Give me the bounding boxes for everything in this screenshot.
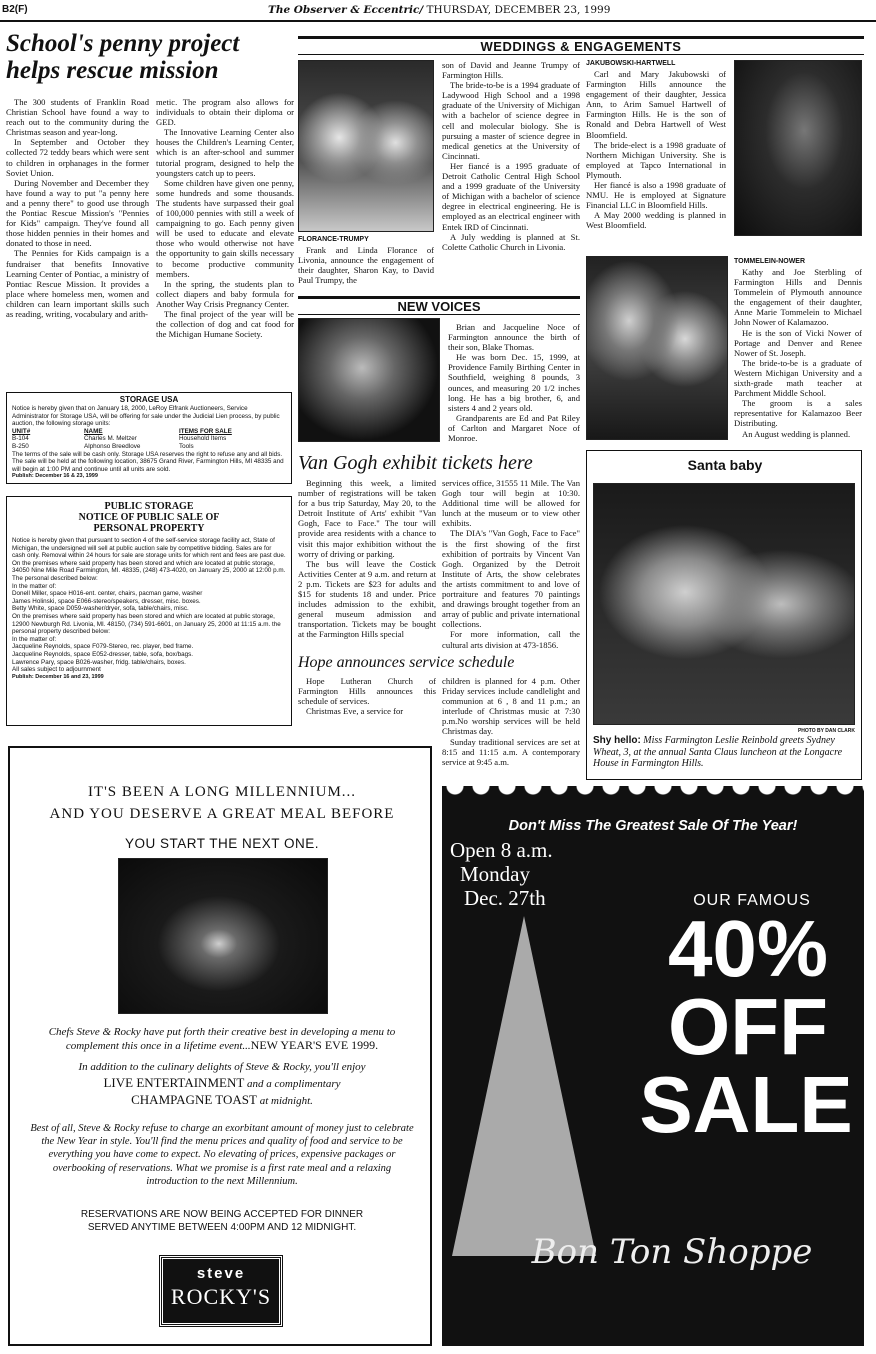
list-item: Donell Miller, space H016-ent. center, chairs, pacman game, washer xyxy=(12,590,203,598)
santa-title: Santa baby xyxy=(687,457,763,473)
masthead xyxy=(0,4,876,22)
public-storage-title xyxy=(12,501,286,534)
florance-col-1 xyxy=(298,245,434,285)
penny-col-1 xyxy=(6,97,149,319)
ad-reservations-1: RESERVATIONS ARE NOW BEING ACCEPTED FOR DINNER xyxy=(80,1209,364,1220)
store-name: Bon Ton Shoppe xyxy=(531,1232,813,1272)
matter-label: In the matter of: xyxy=(12,582,57,590)
ad-para-2-text: In addition to the culinary delights of Steve & Rocky, you'll enjoy xyxy=(78,1061,366,1073)
hope-para: children is planned for 4 p.m. Other Friday services include candlelight and communion at 6 , 8 and 11 p.m.; an interlude of Christmas music at 7:30 p.m.No worship services will be held Christmas day. xyxy=(442,676,580,737)
weddings-bar: WEDDINGS & ENGAGEMENTS xyxy=(298,36,864,55)
wedding-para: A July wedding is planned at St. Colette Catholic Church in Livonia. xyxy=(442,231,580,252)
christmas-tree xyxy=(452,916,596,1256)
santa-photo xyxy=(593,483,855,725)
publish-line: Publish: December 16 and 23, 1999 xyxy=(12,673,104,680)
florance-name: FLORANCE-TRUMPY xyxy=(298,236,369,243)
ad-para-2-end: at midnight. xyxy=(259,1095,313,1107)
ad-para-2-mid: and a complimentary xyxy=(247,1078,341,1090)
hope-col-2 xyxy=(442,676,580,767)
tommelein-photo xyxy=(586,256,728,440)
jakubowski-name: JAKUBOWSKI-HARTWELL xyxy=(586,60,676,67)
penny-col-2 xyxy=(156,97,294,339)
list-item: Lawrence Pary, space B026-washer, fridg. table/chairs, boxes. xyxy=(12,658,186,666)
wedding-para: son of David and Jeanne Trumpy of Farmington Hills. xyxy=(442,60,580,81)
col-header: ITEMS FOR SALE xyxy=(179,427,232,435)
page-number: B2(F) xyxy=(2,4,28,15)
ad-para-4 xyxy=(10,1208,434,1234)
penny-para: In the spring, the students plan to collect diapers and baby formula for Another Way Crisis Pregnancy Center. xyxy=(156,278,294,309)
hope-col-1 xyxy=(298,676,436,716)
new-voices-text xyxy=(448,322,580,443)
notice-para: Notice is hereby given that pursuant to section 4 of the self-service storage facility act, State of Michigan, the undersigned will sell at public auction sale by competitive bidding. Sales are for cash only. Removal within 24 hours for sale are storage units for which rent and fees are past due. xyxy=(12,537,286,560)
wedding-para: A May 2000 wedding is planned in West Bloomfield. xyxy=(586,210,726,231)
off-text: OFF xyxy=(668,982,828,1071)
col-header: UNIT# xyxy=(12,427,31,435)
penny-para: The final project of the year will be the collection of dog and cat food for the Michigan Humane Society. xyxy=(156,308,294,340)
jakubowski-photo xyxy=(734,60,862,236)
wedding-para: The bride-elect is a 1998 graduate of Northern Michigan University. She is employed at Tapco International in Plymouth. xyxy=(586,139,726,180)
tommelein-text xyxy=(734,267,862,439)
hope-headline: Hope announces service schedule xyxy=(298,654,515,671)
sale-slogan: Don't Miss The Greatest Sale Of The Year! xyxy=(508,818,798,834)
paper-title: The Observer & Eccentric/ xyxy=(268,4,424,16)
sale-text: SALE xyxy=(639,1060,853,1149)
ad-para-3: Best of all, Steve & Rocky refuse to charge an exorbitant amount of money just to celebrate the New Year in style. You'll find the menu prices and quality of food and service to be everything you have come to expect. No elevating of prices, expensive packages or overbooking of reservations. What we promise is a first rate meal and a relaxing introduction to the next Millennium. xyxy=(30,1123,414,1187)
our-famous: OUR FAMOUS xyxy=(693,892,811,909)
santa-box xyxy=(586,450,862,780)
ad-live-entertainment: LIVE ENTERTAINMENT xyxy=(103,1075,245,1090)
champagne-photo xyxy=(118,858,328,1014)
jakubowski-text xyxy=(586,69,726,231)
issue-date: THURSDAY, DECEMBER 23, 1999 xyxy=(426,4,611,16)
penny-para: The Innovative Learning Center also houses the Children's Learning Center, which is an after-school and summer tutorial program, designed to help the youngsters catch up to peers. xyxy=(156,127,294,178)
van-gogh-para: For more information, call the cultural arts division at 473-1856. xyxy=(442,629,580,650)
hope-para: Christmas Eve, a service for xyxy=(306,706,404,717)
van-gogh-para: The DIA's "Van Gogh, Face to Face" is the first showing of the first exhibition of portraits by Vincent Van Gogh. Organized by the Detroit Institute of Arts, the show celebrates the artists commitment to and love of portraiture and features 70 paintings and drawings brought together from an array of public and private international collections. xyxy=(442,528,580,630)
steve-rocky-ad xyxy=(8,746,432,1346)
list-item: Jacqueline Reynolds, space F079-Stereo, rec. player, bed frame. xyxy=(12,643,194,651)
steve-rocky-logo xyxy=(160,1256,282,1326)
wedding-para: An August wedding is planned. xyxy=(742,428,851,439)
penny-para: Some children have given one penny, some hundreds and some thousands. The students have surpassed their goal of 100,000 pennies with still a week of campaigning to go. Each penny given will be used to educate and elevate those who would otherwise not have the opportunity to gain skills necessary to become productive community members. xyxy=(156,177,294,279)
percent-off: 40% xyxy=(667,904,829,993)
birth-para: Grandparents are Ed and Pat Riley of Carlton and Margaret Noce of Monroe. xyxy=(448,412,580,444)
ad-para-1 xyxy=(24,1026,420,1053)
van-gogh-para: The bus will leave the Costick Activities Center at 9 a.m. and return at 2 p.m. Tickets are $23 for adults and $15 for students 18 and under. Price includes admission to the exhibit, general museum admission and transportation. Tickets may be bought at the Farmington Hills special xyxy=(298,558,436,640)
storage-usa-title: STORAGE USA xyxy=(119,395,179,404)
wedding-para: Frank and Linda Florance of Livonia, announce the engagement of their daughter, Sharon Kay, to David Paul Trumpy, the xyxy=(298,245,434,286)
penny-para: The 300 students of Franklin Road Christian School have found a way to reach out to the community during the Christmas season and year-long. xyxy=(6,97,149,138)
closing-line: All sales subject to adjournment xyxy=(12,666,101,674)
storage-usa-intro: Notice is hereby given that on January 18, 2000, LeRoy Elfrank Auctioneers, Service Administrator for Storage USA, will be offering for sale under the Judicial Lien process, by public auction, the following storage units: xyxy=(12,405,280,428)
ad-reservations-2: SERVED ANYTIME BETWEEN 4:00PM AND 12 MIDNIGHT. xyxy=(87,1222,357,1233)
baby-photo xyxy=(298,318,440,442)
bon-ton-ad xyxy=(442,786,864,1346)
list-item: Jacqueline Reynolds, space E052-dresser, table, sofa, box/bags. xyxy=(12,650,193,658)
wedding-para: He is the son of Vicki Nower of Portage and Denver and Renee Nower of St. Joseph. xyxy=(734,327,862,358)
storage-usa-terms: The terms of the sale will be cash only. Storage USA reserves the right to refuse any and all bids. The sale will be held at the following location, 38675 Grand River, Farmington Hills, MI 48335 and will begin at 1:00 PM and continue until all units are sold. xyxy=(12,450,284,473)
wedding-para: Her fiancé is a 1995 graduate of Detroit Catholic Central High School and a 1999 graduate of the University of Michigan with a bachelor of science degree in electrical engineering. He is employed as an electrical engineer with Entek IRD of Cincinnati. xyxy=(442,160,580,232)
van-gogh-col-1 xyxy=(298,478,436,640)
title-line: PERSONAL PROPERTY xyxy=(93,523,205,534)
wedding-para: Her fiancé is also a 1998 graduate of NMU. He is employed at Signature Financial LLC in Bloomfield Hills. xyxy=(586,180,726,211)
scallop-border xyxy=(442,786,864,810)
title-line: PUBLIC STORAGE xyxy=(104,501,194,512)
wedding-para: Kathy and Joe Sterbling of Farmington Hills and Dennis Tommelein of Plymouth announce the engagement of their daughter, Anne Marie Tommelein to Michael John Nower of Kalamazoo. xyxy=(734,267,862,328)
storage-usa-publish: Publish: December 16 & 23, 1999 xyxy=(12,473,98,480)
van-gogh-para: services office, 31555 11 Mile. The Van Gogh tour will begin at 10:30. Additional time will be allowed for lunch at the museum or to view other exhibits. xyxy=(442,478,580,529)
wedding-para: The bride-to-be is a graduate of Western Michigan University and a sixth-grade math teacher at Parchment Middle School. xyxy=(734,357,862,399)
table-cell: Charles M. Meltzer xyxy=(84,435,137,443)
list-item: Betty White, space D059-washer/dryer, sofa, table/chairs, misc. xyxy=(12,605,189,613)
table-cell: Tools xyxy=(179,442,194,450)
penny-para: metic. The program also allows for individuals to obtain their diploma or GED. xyxy=(156,97,294,128)
public-storage-notice xyxy=(6,496,292,726)
penny-para: In September and October they collected 72 teddy bears which were sent to children in orphanages in the former Soviet Union. xyxy=(6,137,149,178)
hope-para: Sunday traditional services are set at 8:15 and 11:15 a.m. A contemporary service at 9:45 a.m. xyxy=(442,736,580,767)
ad-line-1: IT'S BEEN A LONG MILLENNIUM... xyxy=(87,784,357,800)
paper-name xyxy=(268,4,610,16)
hope-para: Hope Lutheran Church of Farmington Hills announces this schedule of services. xyxy=(298,676,436,707)
tommelein-name: TOMMELEIN-NOWER xyxy=(734,258,806,265)
new-voices-bar: NEW VOICES xyxy=(298,296,580,315)
open-line: Monday xyxy=(460,862,530,886)
matter-label: In the matter of: xyxy=(12,635,57,643)
storage-usa-notice xyxy=(6,392,292,484)
notice-para: On the premises where said property has been stored and which are located at public storage, 12900 Newburgh Rd. Livonia, MI. 48150, (734) 591-6601, on January 25, 2000 at 11:15 a.m. the personal property described below: xyxy=(12,612,281,636)
florance-photo xyxy=(298,60,434,232)
open-line: Dec. 27th xyxy=(464,886,546,910)
penny-headline: School's penny project helps rescue mission xyxy=(6,30,240,84)
notice-para: On the premises where said property has been stored and which are located at public storage, 34050 Nine Mile Road Farmington, MI. 48335, (248) 473-4020, on January 25, 2000 at 12:00 p.m. The personal described below: xyxy=(12,559,286,582)
birth-para: Brian and Jacqueline Noce of Farmington announce the birth of their son, Blake Thomas. xyxy=(448,322,580,353)
caption-lead: Shy hello: xyxy=(593,735,641,746)
penny-para: The Pennies for Kids campaign is a fundraiser that benefits Innovative Learning Center of Pontiac, a ministry of Pontiac Rescue Mission. It provides a place where homeless men, women and children can learn important skills such as reading, writing, vocabulary and arith- xyxy=(6,248,149,319)
ad-champagne-toast: CHAMPAGNE TOAST xyxy=(131,1092,257,1107)
santa-caption xyxy=(593,735,857,770)
van-gogh-col-2 xyxy=(442,478,580,650)
open-hours xyxy=(450,838,553,910)
penny-para: During November and December they have found a way to put "a penny here and a penny there" to good use through the Pontiac Rescue Mission's "Pennies for Kids" campaign. They've found all those hidden pennies in their homes and donated to those in need. xyxy=(6,177,149,249)
table-cell: Alphonso Breedlove xyxy=(84,442,141,450)
storage-usa-table xyxy=(12,428,286,451)
list-item: James Holinski, space E066-stereo/speakers, dresser, misc. boxes. xyxy=(12,597,201,605)
caption-text: Miss Farmington Leslie Reinbold greets Sydney Wheat, 3, at the annual Santa Claus luncheon at the Longacre House in Farmington Hills. xyxy=(593,735,843,769)
logo-bottom: ROCKY'S xyxy=(170,1284,272,1309)
wedding-para: The groom is a sales representative for Kalamazoo Beer Distributing. xyxy=(734,398,862,429)
col-header: NAME xyxy=(84,427,103,435)
florance-col-2 xyxy=(442,60,580,252)
ad-line-2: AND YOU DESERVE A GREAT MEAL BEFORE xyxy=(49,806,395,822)
birth-para: He was born Dec. 15, 1999, at Providence Family Birthing Center in Southfield, weighing 8 pounds, 3 ounces, and measuring 20 1/2 inches long. He has a big brother, 6, and sisters 4 and 2 years old. xyxy=(448,352,580,413)
wedding-para: The bride-to-be is a 1994 graduate of Ladywood High School and a 1998 graduate of the University of Michigan with a bachelor of science degree in cell and molecular biology. She is pursuing a master of science degree in medical genetics at the University of Cincinnati. xyxy=(442,80,580,161)
van-gogh-para: Beginning this week, a limited number of registrations will be taken for a bus trip Saturday, May 20, to the Detroit Institute of Arts' exhibit "Van Gogh, Face to Face." The tour will provide area residents with a chance to visit this major exhibition without the worry of driving or parking. xyxy=(298,478,436,559)
logo-top: steve xyxy=(196,1265,246,1282)
table-cell: B-250 xyxy=(12,442,29,450)
table-cell: B-104 xyxy=(12,435,29,443)
open-line: Open 8 a.m. xyxy=(450,838,553,862)
ad-para-1-text: Chefs Steve & Rocky have put forth their creative best in developing a menu to complement this once in a lifetime event... xyxy=(48,1026,396,1052)
ad-line-3: YOU START THE NEXT ONE. xyxy=(124,836,320,851)
photo-credit: PHOTO BY DAN CLARK xyxy=(797,728,855,734)
title-line: NOTICE OF PUBLIC SALE OF xyxy=(78,512,220,523)
ad-para-1-emph: NEW YEAR'S EVE 1999. xyxy=(250,1038,379,1052)
van-gogh-headline: Van Gogh exhibit tickets here xyxy=(298,452,533,474)
ad-para-2 xyxy=(24,1060,420,1109)
wedding-para: Carl and Mary Jakubowski of Farmington Hills announce the engagement of their daughter, Jessica Ann, to Arim Samuel Hartwell of Farmington Hills. He is the son of Ronald and Debra Hartwell of West Bloomfield. xyxy=(586,69,726,140)
table-cell: Household Items xyxy=(179,435,227,443)
